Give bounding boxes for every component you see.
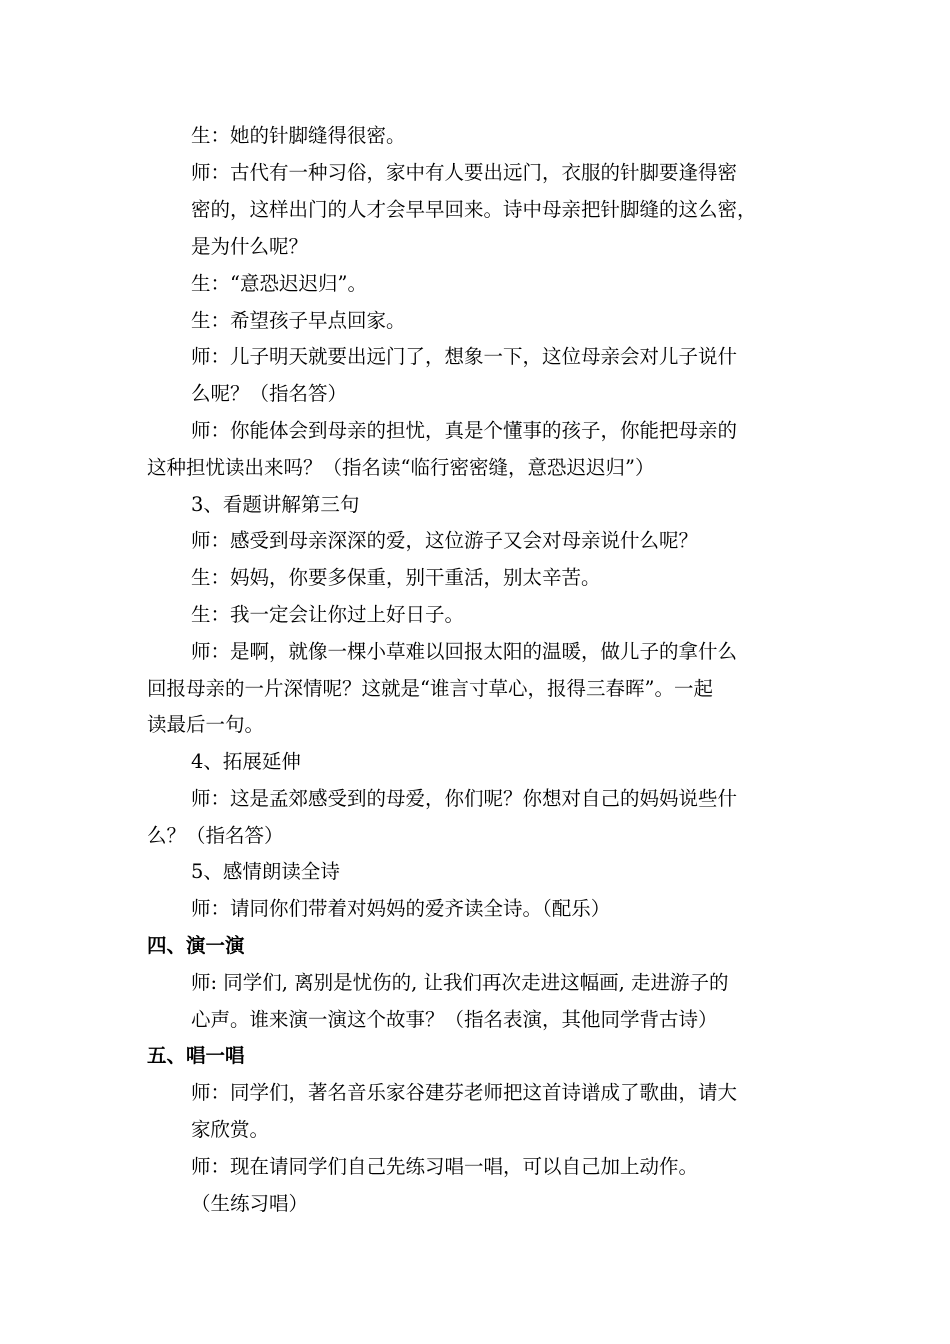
dialogue-line: （生练习唱） <box>191 1192 309 1215</box>
dialogue-line: 么呢？（指名答） <box>191 382 348 405</box>
dialogue-line: 生：我一定会让你过上好日子。 <box>191 603 465 626</box>
dialogue-line: 师：现在请同学们自己先练习唱一唱，可以自己加上动作。 <box>191 1155 699 1178</box>
dialogue-line: 生：“意恐迟迟归”。 <box>191 272 367 295</box>
dialogue-line: 心声。谁来演一演这个故事？（指名表演，其他同学背古诗） <box>191 1008 718 1031</box>
dialogue-line: 家欣赏。 <box>191 1118 270 1141</box>
dialogue-line: 是为什么呢？ <box>191 235 309 258</box>
dialogue-line: 师：感受到母亲深深的爱，这位游子又会对母亲说什么呢？ <box>191 529 699 552</box>
section-subheading: 5、感情朗读全诗 <box>191 860 340 883</box>
dialogue-line: 师：同学们，著名音乐家谷建芬老师把这首诗谱成了歌曲，请大 <box>191 1081 738 1104</box>
dialogue-line: 这种担忧读出来吗？（指名读“临行密密缝，意恐迟迟归”） <box>147 456 655 479</box>
section-subheading: 3、看题讲解第三句 <box>191 493 360 516</box>
dialogue-line: 生：妈妈，你要多保重，别干重活，别太辛苦。 <box>191 566 601 589</box>
dialogue-line: 师: 同学们, 离别是忧伤的, 让我们再次走进这幅画, 走进游子的 <box>191 971 729 994</box>
dialogue-line: 师：你能体会到母亲的担忧，真是个懂事的孩子，你能把母亲的 <box>191 419 738 442</box>
dialogue-line: 师：是啊，就像一棵小草难以回报太阳的温暖，做儿子的拿什么 <box>191 640 738 663</box>
dialogue-line: 生：希望孩子早点回家。 <box>191 309 406 332</box>
dialogue-line: 密的，这样出门的人才会早早回来。诗中母亲把针脚缝的这么密， <box>191 198 757 221</box>
dialogue-line: 师：儿子明天就要出远门了，想象一下，这位母亲会对儿子说什 <box>191 345 738 368</box>
dialogue-line: 回报母亲的一片深情呢？这就是“谁言寸草心，报得三春晖”。一起 <box>147 677 713 700</box>
dialogue-line: 师：请同你们带着对妈妈的爱齐读全诗。（配乐） <box>191 897 611 920</box>
section-subheading: 4、拓展延伸 <box>191 750 301 773</box>
dialogue-line: 师：这是孟郊感受到的母爱，你们呢？你想对自己的妈妈说些什 <box>191 787 738 810</box>
dialogue-line: 师：古代有一种习俗，家中有人要出远门，衣服的针脚要逢得密 <box>191 161 738 184</box>
section-heading: 四、演一演 <box>147 934 245 957</box>
dialogue-line: 么？（指名答） <box>147 824 284 847</box>
dialogue-line: 生：她的针脚缝得很密。 <box>191 124 406 147</box>
section-heading: 五、唱一唱 <box>147 1044 245 1067</box>
dialogue-line: 读最后一句。 <box>147 713 265 736</box>
